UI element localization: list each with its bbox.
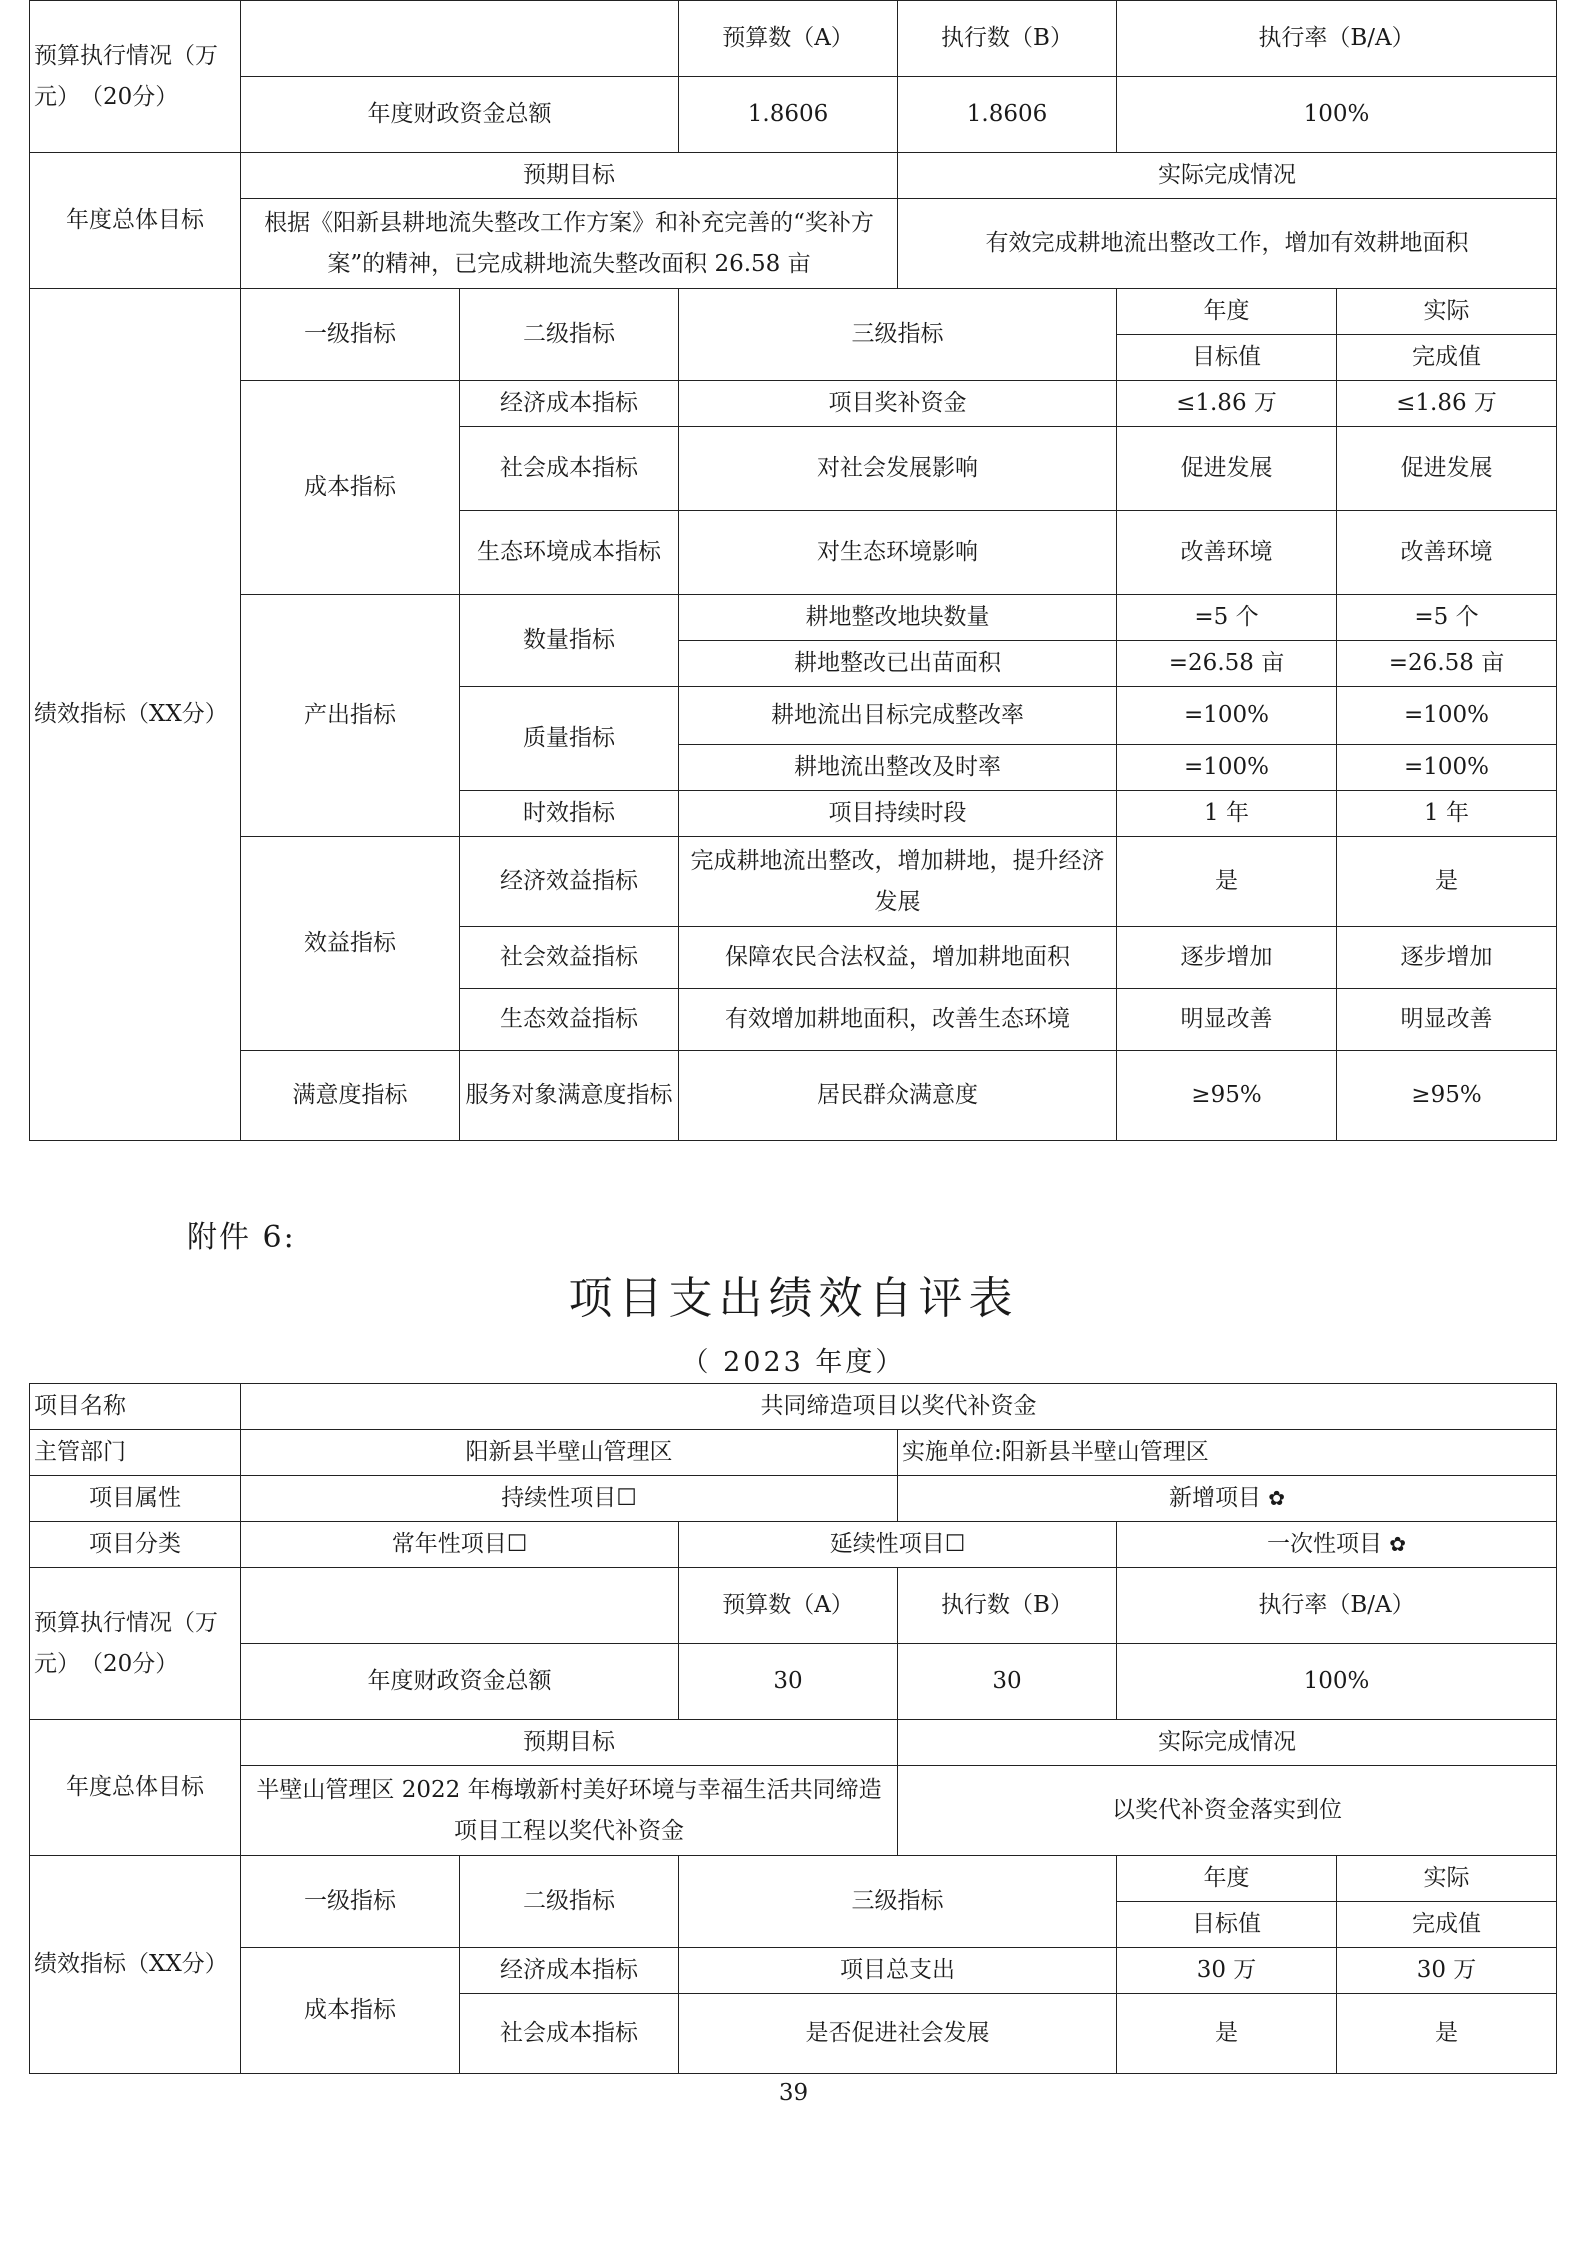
indicator-target: 改善环境 — [1117, 511, 1337, 595]
annual-goal-label: 年度总体目标 — [30, 153, 241, 289]
indicator-level2: 社会成本指标 — [460, 1994, 679, 2074]
actual-status-text: 有效完成耕地流出整改工作，增加有效耕地面积 — [898, 199, 1557, 289]
indicator-done: 1 年 — [1337, 791, 1557, 837]
actual-status-header: 实际完成情况 — [898, 1720, 1557, 1766]
annex-label: 附件 6: — [187, 1220, 296, 1255]
indicator-done: 明显改善 — [1337, 989, 1557, 1051]
done-value-header: 完成值 — [1337, 335, 1557, 381]
indicator-done: 逐步增加 — [1337, 927, 1557, 989]
indicator-level2: 经济成本指标 — [460, 381, 679, 427]
indicator-level3: 耕地整改已出苗面积 — [679, 641, 1117, 687]
attr-option-continuous: 持续性项目☐ — [241, 1476, 898, 1522]
level1-header: 一级指标 — [241, 289, 460, 381]
rate-value: 100% — [1117, 77, 1557, 153]
indicator-level3: 项目持续时段 — [679, 791, 1117, 837]
dept-value: 阳新县半壁山管理区 — [241, 1430, 898, 1476]
indicator-level2: 服务对象满意度指标 — [460, 1051, 679, 1141]
indicator-level3: 完成耕地流出整改，增加耕地，提升经济发展 — [679, 837, 1117, 927]
col-exec-header: 执行数（B） — [898, 1, 1117, 77]
indicator-done: =5 个 — [1337, 595, 1557, 641]
cat-option-one-time-label: 一次性项目 — [1266, 1531, 1382, 1557]
indicator-done: 改善环境 — [1337, 511, 1557, 595]
actual-status-header: 实际完成情况 — [898, 153, 1557, 199]
indicator-target: =26.58 亩 — [1117, 641, 1337, 687]
year-header: 年度 — [1117, 1856, 1337, 1902]
performance-indicators-label: 绩效指标（XX分） — [30, 1856, 241, 2074]
empty-header-cell — [241, 1568, 679, 1644]
indicator-target: 是 — [1117, 837, 1337, 927]
indicator-target: =100% — [1117, 687, 1337, 745]
indicator-done: 促进发展 — [1337, 427, 1557, 511]
indicator-target: 逐步增加 — [1117, 927, 1337, 989]
done-value-header: 完成值 — [1337, 1902, 1557, 1948]
indicator-level3: 耕地流出整改及时率 — [679, 745, 1117, 791]
page-title: 项目支出绩效自评表 — [568, 1273, 1019, 1324]
project-category-label: 项目分类 — [30, 1522, 241, 1568]
attr-option-new — [898, 1476, 1557, 1522]
indicator-level3: 对社会发展影响 — [679, 427, 1117, 511]
expected-goal-text: 根据《阳新县耕地流失整改工作方案》和补充完善的“奖补方案”的精神，已完成耕地流失整改面积 26.58 亩 — [241, 199, 898, 289]
year-header: 年度 — [1117, 289, 1337, 335]
indicator-level3: 项目总支出 — [679, 1948, 1117, 1994]
indicator-level1: 成本指标 — [241, 381, 460, 595]
actual-header: 实际 — [1337, 289, 1557, 335]
selected-flower-icon: ✿ — [1389, 1532, 1407, 1556]
budget-execution-label: 预算执行情况（万元） （20分） — [30, 1568, 241, 1720]
indicator-done: ≤1.86 万 — [1337, 381, 1557, 427]
indicator-level2: 数量指标 — [460, 595, 679, 687]
level3-header: 三级指标 — [679, 1856, 1117, 1948]
level2-header: 二级指标 — [460, 1856, 679, 1948]
exec-value: 1.8606 — [898, 77, 1117, 153]
indicator-level2: 社会成本指标 — [460, 427, 679, 511]
annual-goal-label: 年度总体目标 — [30, 1720, 241, 1856]
indicator-level1: 满意度指标 — [241, 1051, 460, 1141]
project-attr-label: 项目属性 — [30, 1476, 241, 1522]
budget-performance-table-2 — [29, 1383, 1557, 2074]
attr-option-new-label: 新增项目 — [1168, 1485, 1261, 1511]
cat-option-annual: 常年性项目☐ — [241, 1522, 679, 1568]
indicator-level3: 是否促进社会发展 — [679, 1994, 1117, 2074]
rate-value: 100% — [1117, 1644, 1557, 1720]
exec-value: 30 — [898, 1644, 1117, 1720]
indicator-level2: 质量指标 — [460, 687, 679, 791]
indicator-level3: 耕地流出目标完成整改率 — [679, 687, 1117, 745]
indicator-level2: 社会效益指标 — [460, 927, 679, 989]
indicator-target: ≤1.86 万 — [1117, 381, 1337, 427]
indicator-target: =5 个 — [1117, 595, 1337, 641]
indicator-level3: 项目奖补资金 — [679, 381, 1117, 427]
indicator-level3: 居民群众满意度 — [679, 1051, 1117, 1141]
performance-indicators-label: 绩效指标（XX分） — [30, 289, 241, 1141]
indicator-level2: 生态环境成本指标 — [460, 511, 679, 595]
indicator-level2: 时效指标 — [460, 791, 679, 837]
indicator-level3: 有效增加耕地面积，改善生态环境 — [679, 989, 1117, 1051]
dept-label: 主管部门 — [30, 1430, 241, 1476]
page-number: 39 — [778, 2080, 809, 2106]
indicator-target: 明显改善 — [1117, 989, 1337, 1051]
indicator-level2: 经济成本指标 — [460, 1948, 679, 1994]
indicator-done: =26.58 亩 — [1337, 641, 1557, 687]
budget-performance-table-1 — [29, 0, 1557, 1141]
indicator-done: =100% — [1337, 745, 1557, 791]
actual-status-text: 以奖代补资金落实到位 — [898, 1766, 1557, 1856]
indicator-done: =100% — [1337, 687, 1557, 745]
level1-header: 一级指标 — [241, 1856, 460, 1948]
indicator-target: 1 年 — [1117, 791, 1337, 837]
col-rate-header: 执行率（B/A） — [1117, 1568, 1557, 1644]
expected-goal-text: 半壁山管理区 2022 年梅墩新村美好环境与幸福生活共同缔造项目工程以奖代补资金 — [241, 1766, 898, 1856]
indicator-target: 促进发展 — [1117, 427, 1337, 511]
indicator-done: 是 — [1337, 837, 1557, 927]
indicator-level2: 经济效益指标 — [460, 837, 679, 927]
indicator-level1: 效益指标 — [241, 837, 460, 1051]
budget-execution-label: 预算执行情况（万元） （20分） — [30, 1, 241, 153]
indicator-done: ≥95% — [1337, 1051, 1557, 1141]
indicator-target: 是 — [1117, 1994, 1337, 2074]
indicator-done: 30 万 — [1337, 1948, 1557, 1994]
col-budget-header: 预算数（A） — [679, 1, 898, 77]
indicator-done: 是 — [1337, 1994, 1557, 2074]
col-budget-header: 预算数（A） — [679, 1568, 898, 1644]
indicator-level3: 对生态环境影响 — [679, 511, 1117, 595]
actual-header: 实际 — [1337, 1856, 1557, 1902]
col-exec-header: 执行数（B） — [898, 1568, 1117, 1644]
project-name-label: 项目名称 — [30, 1384, 241, 1430]
selected-flower-icon: ✿ — [1268, 1486, 1286, 1510]
total-funds-label: 年度财政资金总额 — [241, 77, 679, 153]
project-name-value: 共同缔造项目以奖代补资金 — [241, 1384, 1557, 1430]
indicator-level1: 产出指标 — [241, 595, 460, 837]
budget-value: 1.8606 — [679, 77, 898, 153]
indicator-level2: 生态效益指标 — [460, 989, 679, 1051]
budget-value: 30 — [679, 1644, 898, 1720]
year-subtitle: （ 2023 年度） — [681, 1347, 906, 1378]
level3-header: 三级指标 — [679, 289, 1117, 381]
cat-option-extended: 延续性项目☐ — [679, 1522, 1117, 1568]
indicator-level3: 耕地整改地块数量 — [679, 595, 1117, 641]
col-rate-header: 执行率（B/A） — [1117, 1, 1557, 77]
indicator-level3: 保障农民合法权益，增加耕地面积 — [679, 927, 1117, 989]
indicator-target: ≥95% — [1117, 1051, 1337, 1141]
target-value-header: 目标值 — [1117, 335, 1337, 381]
indicator-target: 30 万 — [1117, 1948, 1337, 1994]
level2-header: 二级指标 — [460, 289, 679, 381]
target-value-header: 目标值 — [1117, 1902, 1337, 1948]
indicator-target: =100% — [1117, 745, 1337, 791]
cat-option-one-time — [1117, 1522, 1557, 1568]
empty-header-cell — [241, 1, 679, 77]
expected-goal-header: 预期目标 — [241, 1720, 898, 1766]
impl-unit-value: 实施单位:阳新县半壁山管理区 — [898, 1430, 1557, 1476]
total-funds-label: 年度财政资金总额 — [241, 1644, 679, 1720]
indicator-level1: 成本指标 — [241, 1948, 460, 2074]
expected-goal-header: 预期目标 — [241, 153, 898, 199]
